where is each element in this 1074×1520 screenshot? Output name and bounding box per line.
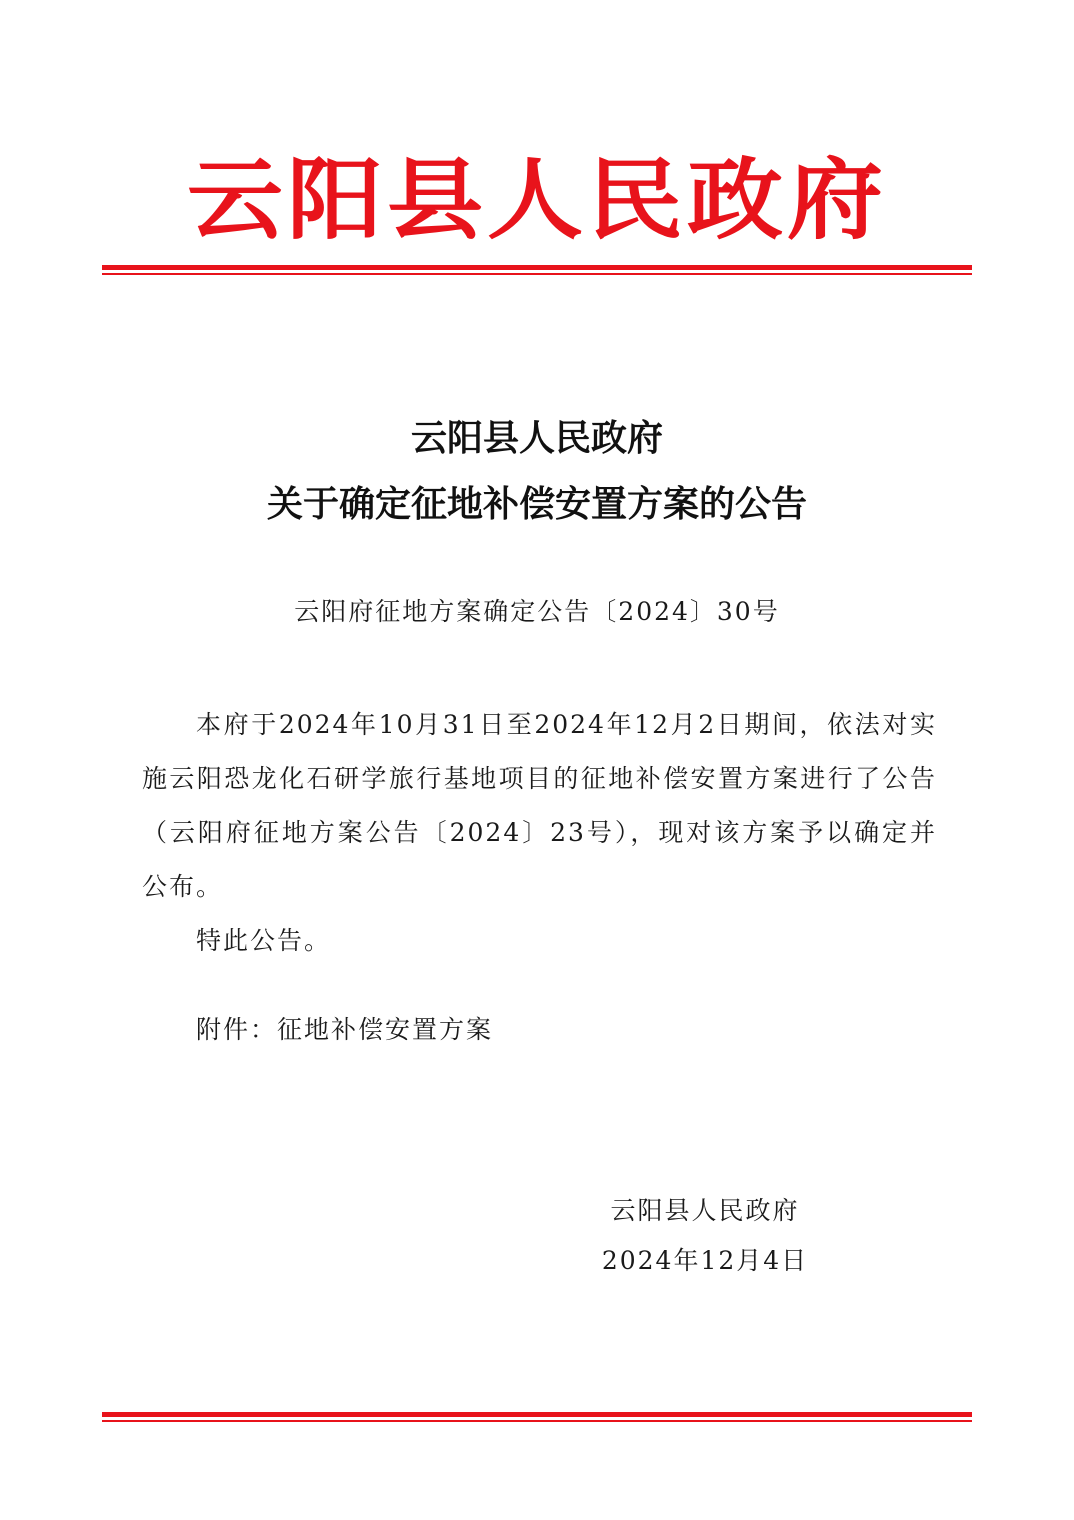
bottom-rule-thin xyxy=(102,1420,972,1422)
bottom-red-rule xyxy=(102,1412,972,1422)
masthead-title: 云阳县人民政府 xyxy=(187,148,887,252)
document-number: 云阳府征地方案确定公告〔2024〕30号 xyxy=(294,597,780,626)
document-title-line2: 关于确定征地补偿安置方案的公告 xyxy=(266,483,807,525)
document-title-line1: 云阳县人民政府 xyxy=(410,417,663,459)
body-paragraph: 本府于2024年10月31日至2024年12月2日期间，依法对实施云阳恐龙化石研学旅行基地项目的征地补偿安置方案进行了公告（云阳府征地方案公告〔2024〕23号），现对该方案予以确定并公布。 xyxy=(142,710,937,901)
issue-date: 2024年12月4日 xyxy=(601,1246,809,1275)
attachment-note: 附件：征地补偿安置方案 xyxy=(196,1015,494,1044)
signature-block xyxy=(560,1186,850,1286)
document-body xyxy=(142,698,937,968)
top-red-rule xyxy=(102,265,972,275)
closing-paragraph: 特此公告。 xyxy=(196,926,332,955)
issuer-name: 云阳县人民政府 xyxy=(610,1196,800,1225)
top-rule-thin xyxy=(102,273,972,275)
